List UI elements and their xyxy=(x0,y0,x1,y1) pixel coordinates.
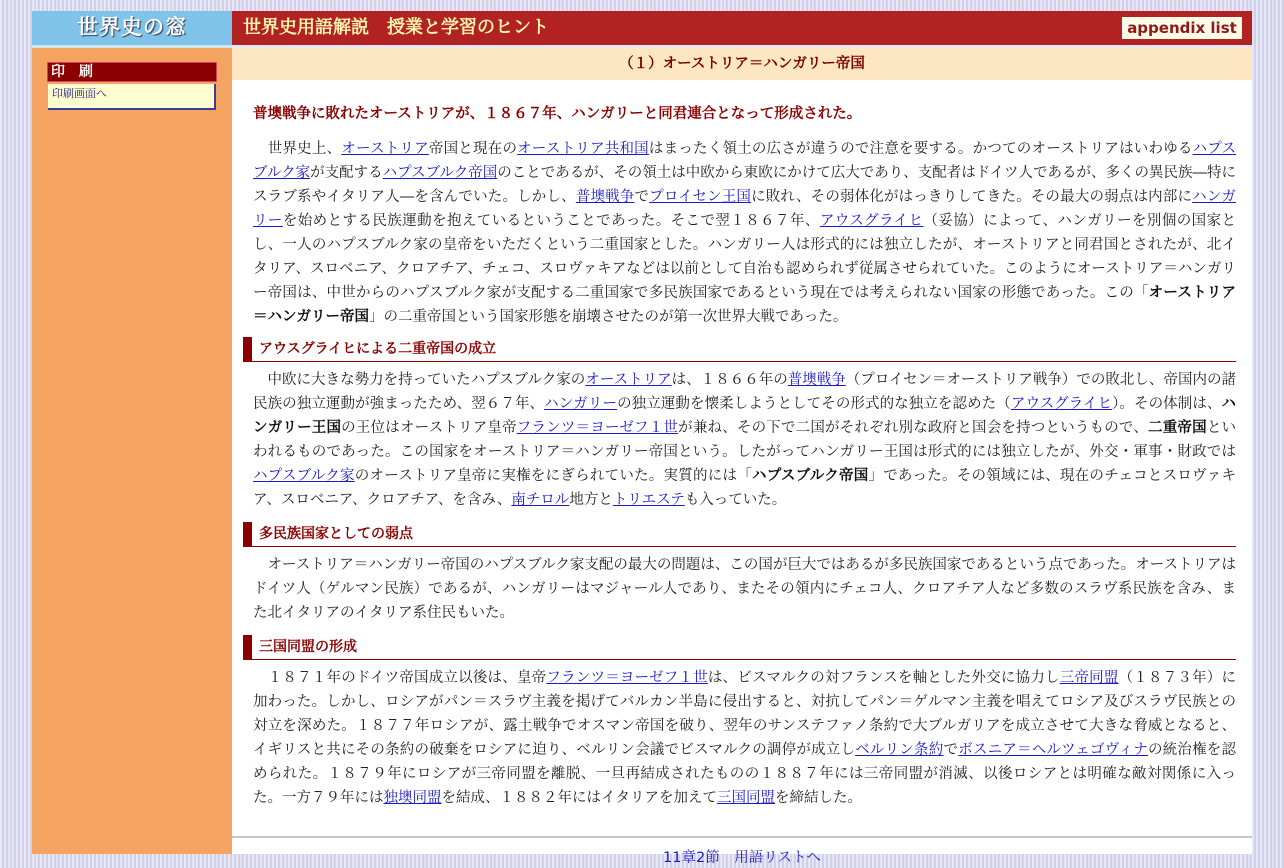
term-link[interactable]: 南チロル xyxy=(511,492,570,508)
text-run: に敗れ、その弱体化がはっきりしてきた。その最大の弱点は内部に xyxy=(751,189,1193,205)
site-logo[interactable]: 世界史の窓 xyxy=(32,11,232,45)
term-link[interactable]: ハプスブルク帝国 xyxy=(382,165,498,181)
text-run: を始めとする民族運動を抱えているということであった。そこで翌１８６７年、 xyxy=(282,213,820,229)
text-run: オーストリア＝ハンガリー帝国のハプスブルク家支配の最大の問題は、この国が巨大ではあるが多民族国家であるという点であった。オーストリアはドイツ人（ゲルマン民族）であるが、ハンガリーはマジャール人であり、またその領内にチェコ人、クロアチア人など多数のスラヴ系民族を含み、また北イタリアのイタリア系住民もいた。 xyxy=(253,557,1236,621)
article-body xyxy=(253,103,1236,810)
term-link[interactable]: オーストリア共和国 xyxy=(517,141,649,157)
term-link[interactable]: ハンガリー xyxy=(544,396,618,412)
term-link[interactable]: 三帝同盟 xyxy=(1059,670,1119,686)
term-link[interactable]: ハプスブルク家 xyxy=(253,468,355,484)
text-run: の統治権を認められた。１８７９年にロシアが三帝同盟を離脱、一旦再結成されたものの１８８７年には三帝同盟が消滅、以後ロシアとは明確な敵対関係に入った。一方７９年には xyxy=(253,742,1237,806)
text-run: （妥協）によって、ハンガリーを別個の国家とし、一人のハプスブルク家の皇帝をいただくという二重国家とした。ハンガリー人は形式的には独立したが、オーストリアと同君国とされたが、北イタリア、スロベニア、クロアチア、チェコ、スロヴァキアなどは以前として自治も認められず従属させられていた。このようにオーストリア＝ハンガリー帝国は、中世からのハプスブルク家が支配する二重国家で多民族国家であるという現在では考えられない国家の形態であった。この「 xyxy=(253,213,1236,301)
term-link[interactable]: ボスニア＝ヘルツェゴヴィナ xyxy=(958,742,1148,758)
term-link[interactable]: プロイセン王国 xyxy=(649,189,752,205)
term-link[interactable]: 普墺戦争 xyxy=(787,372,846,388)
text-run: を締結した。 xyxy=(775,790,862,806)
chapter-term-list-link[interactable]: 11章2節 用語リストへ xyxy=(663,850,821,866)
term-link[interactable]: アウスグライヒ xyxy=(819,213,924,229)
term-link[interactable]: 三国同盟 xyxy=(717,790,775,806)
bold-term: ハンガリー王国 xyxy=(253,396,1237,436)
term-link[interactable]: ハプスブルク家 xyxy=(253,141,1237,181)
text-run: で xyxy=(634,189,650,205)
text-run: で xyxy=(943,742,959,758)
bold-term: 二重帝国 xyxy=(1148,420,1207,436)
bold-term: オーストリア＝ハンガリー帝国 xyxy=(253,285,1236,325)
paragraph-intro xyxy=(253,137,1236,329)
term-link[interactable]: フランツ＝ヨーゼフ１世 xyxy=(516,420,679,436)
main-content xyxy=(232,48,1252,866)
term-link[interactable]: オーストリア xyxy=(585,372,672,388)
text-run: 帝国と現在の xyxy=(428,141,518,157)
text-run: 地方と xyxy=(569,492,613,508)
term-link[interactable]: ハンガリー xyxy=(253,189,1237,229)
text-run: は、ビスマルクの対フランスを軸とした外交に協力し xyxy=(707,670,1060,686)
text-run: が兼ね、その下で二国がそれぞれ別な政府と国会を持つというもので、 xyxy=(678,420,1149,436)
footer-nav xyxy=(232,848,1252,868)
footer-divider xyxy=(232,836,1252,838)
term-link[interactable]: ベルリン条約 xyxy=(855,742,944,758)
text-run: １８７１年のドイツ帝国成立以後は、皇帝 xyxy=(253,670,547,686)
section-heading-multiethnic: 多民族国家としての弱点 xyxy=(243,522,1236,547)
text-run: のことであるが、その領土は中欧から東欧にかけて広大であり、支配者はドイツ人であるが、多くの異民族―特にスラブ系やイタリア人―を含んでいた。しかし、 xyxy=(253,165,1237,205)
text-run: は、１８６６年の xyxy=(671,372,788,388)
article-heading: （１）オーストリア＝ハンガリー帝国 xyxy=(232,48,1252,80)
page-wrapper xyxy=(32,11,1252,866)
term-link[interactable]: 普墺戦争 xyxy=(575,189,635,205)
text-run: 」であった。その領域には、現在のチェコとスロヴァキア、スロベニア、クロアチア、を含み、 xyxy=(253,468,1236,508)
text-run: はまったく領土の広さが違うので注意を要する。かつてのオーストリアはいわゆる xyxy=(648,141,1193,157)
text-run: の王位はオーストリア皇帝 xyxy=(341,420,517,436)
text-run: ）。その体制は、 xyxy=(1112,396,1222,412)
print-heading: 印 刷 xyxy=(48,63,216,81)
text-run: の独立運動を懐柔しようとしてその形式的な独立を認めた（ xyxy=(617,396,1011,412)
print-page-link[interactable]: 印刷画面へ xyxy=(48,84,216,110)
text-run: （１８７３年）に加わった。しかし、ロシアがパン＝スラヴ主義を掲げてバルカン半島に侵出すると、対抗してパン＝ゲルマン主義を唱えてロシア及びスラヴ民族との対立を深めた。１８７７年ロシアが、露土戦争でオスマン帝国を破り、翌年のサンステファノ条約で大ブルガリアを成立させて大きな脅威となると、イギリスと共にその条約の破棄をロシアに迫り、ベルリン会議でビスマルクの調停が成立し xyxy=(253,670,1237,758)
page-title: 世界史用語解説 授業と学習のヒント xyxy=(243,17,549,38)
title-bar xyxy=(232,11,1252,45)
text-run: （プロイセン＝オーストリア戦争）での敗北し、帝国内の諸民族の独立運動が強まったため、翌６７年、 xyxy=(253,372,1236,412)
text-run: といわれるものであった。この国家をオーストリア＝ハンガリー帝国という。したがってハンガリー王国は形式的には独立したが、外交・軍事・財政では xyxy=(253,420,1237,460)
term-link[interactable]: オーストリア xyxy=(341,141,429,157)
section-heading-ausgleich: アウスグライヒによる二重帝国の成立 xyxy=(243,337,1236,362)
text-run: のオーストリア皇帝に実権をにぎられていた。実質的には「 xyxy=(354,468,752,484)
paragraph-multiethnic xyxy=(253,553,1236,625)
text-run: 中欧に大きな勢力を持っていたハプスブルク家の xyxy=(253,372,586,388)
term-link[interactable]: 独墺同盟 xyxy=(383,790,442,806)
appendix-list-button[interactable]: appendix list xyxy=(1122,17,1242,39)
sidebar xyxy=(32,48,232,854)
section-heading-triple-alliance: 三国同盟の形成 xyxy=(243,635,1236,660)
article-lead: 普墺戦争に敗れたオーストリアが、１８６７年、ハンガリーと同君連合となって形成された。 xyxy=(253,106,862,122)
text-run: 世界史上、 xyxy=(253,141,342,157)
text-run: を結成、１８８２年にはイタリアを加えて xyxy=(441,790,717,806)
bold-term: ハプスブルク帝国 xyxy=(751,468,869,484)
term-link[interactable]: トリエステ xyxy=(612,492,685,508)
text-run: が支配する xyxy=(310,165,383,181)
term-link[interactable]: アウスグライヒ xyxy=(1010,396,1113,412)
paragraph-ausgleich xyxy=(253,368,1236,512)
paragraph-triple-alliance xyxy=(253,666,1236,810)
text-run: も入っていた。 xyxy=(684,492,787,508)
term-link[interactable]: フランツ＝ヨーゼフ１世 xyxy=(546,670,708,686)
text-run: 」の二重帝国という国家形態を崩壊させたのが第一次世界大戦であった。 xyxy=(369,309,848,325)
